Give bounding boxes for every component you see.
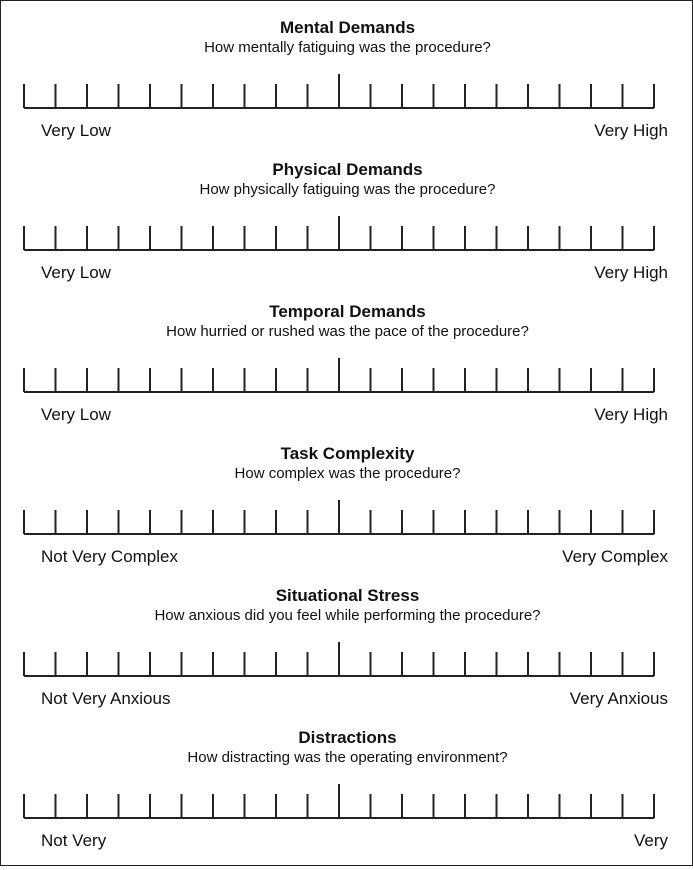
scale-task-complexity — [1, 444, 693, 586]
scale-high-label: Very Complex — [562, 547, 668, 566]
rating-scale-ticks[interactable] — [1, 500, 693, 550]
scale-question: How complex was the procedure? — [234, 465, 461, 482]
scale-title: Situational Stress — [275, 586, 420, 605]
scale-high-label: Very High — [594, 263, 668, 282]
scale-question: How hurried or rushed was the pace of the procedure? — [166, 323, 529, 340]
scale-low-label: Not Very Complex — [41, 547, 178, 566]
scale-temporal-demands — [1, 302, 693, 444]
rating-scale[interactable] — [1, 358, 693, 408]
scale-title: Temporal Demands — [269, 302, 426, 321]
scale-situational-stress — [1, 586, 693, 728]
scale-distractions — [1, 728, 693, 870]
scale-physical-demands — [1, 160, 693, 302]
scale-question: How distracting was the operating environment? — [187, 749, 508, 766]
scale-question: How anxious did you feel while performing the procedure? — [154, 607, 541, 624]
scale-mental-demands — [1, 18, 693, 160]
scale-low-label: Very Low — [41, 263, 111, 282]
rating-scale[interactable] — [1, 500, 693, 550]
scale-high-label: Very High — [594, 405, 668, 424]
rating-scale-ticks[interactable] — [1, 358, 693, 408]
rating-scale[interactable] — [1, 784, 693, 834]
scale-high-label: Very — [633, 831, 668, 850]
rating-scale-ticks[interactable] — [1, 216, 693, 266]
scale-title: Physical Demands — [272, 160, 423, 179]
scale-low-label: Very Low — [41, 121, 111, 140]
scale-low-label: Very Low — [41, 405, 111, 424]
scale-title: Mental Demands — [279, 18, 416, 37]
scale-title: Task Complexity — [280, 444, 415, 463]
scale-question: How physically fatiguing was the procedure? — [199, 181, 496, 198]
rating-scale[interactable] — [1, 216, 693, 266]
rating-scale-ticks[interactable] — [1, 642, 693, 692]
scale-low-label: Not Very — [41, 831, 107, 850]
scale-title: Distractions — [298, 728, 397, 747]
scale-question: How mentally fatiguing was the procedure? — [204, 39, 491, 56]
scale-high-label: Very Anxious — [569, 689, 668, 708]
scale-high-label: Very High — [594, 121, 668, 140]
rating-scale[interactable] — [1, 74, 693, 124]
rating-scale-ticks[interactable] — [1, 784, 693, 834]
rating-scale[interactable] — [1, 642, 693, 692]
scale-low-label: Not Very Anxious — [41, 689, 171, 708]
rating-scale-ticks[interactable] — [1, 74, 693, 124]
